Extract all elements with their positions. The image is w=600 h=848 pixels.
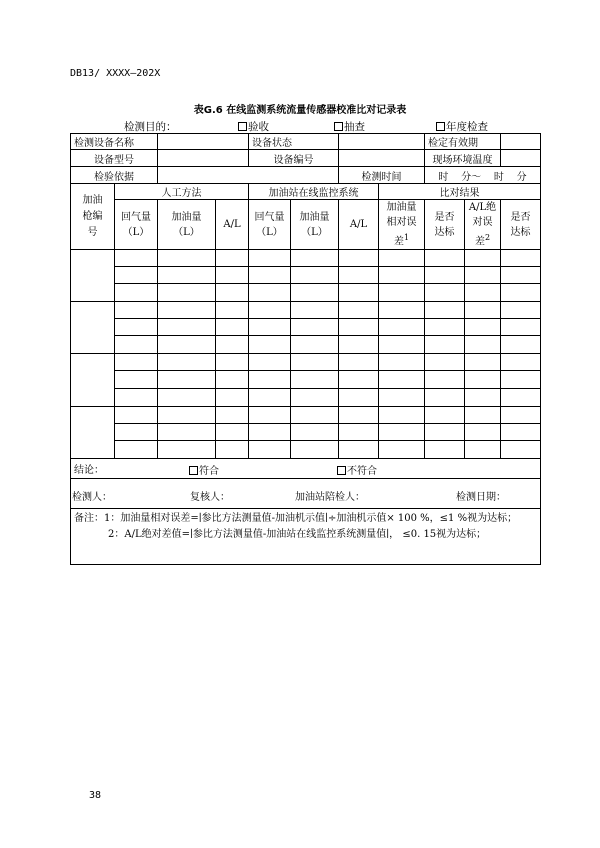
option-fail[interactable]: 不符合 [337,462,377,477]
option-pass[interactable]: 符合 [189,462,219,477]
table-row [71,319,541,336]
manual-method-header: 人工方法 [115,184,249,200]
gun-number-cell[interactable] [71,354,115,407]
gun-group-2 [71,302,541,354]
option-acceptance[interactable]: 验收 [238,119,269,134]
conclusion-row [71,459,541,479]
gun-group-1 [71,250,541,302]
device-status-value[interactable] [339,134,425,150]
gun-group-4 [71,407,541,459]
site-temp-label: 现场环境温度 [425,150,501,167]
table-row [71,424,541,441]
device-number-label: 设备编号 [249,150,339,167]
checkbox-icon[interactable] [334,122,343,131]
device-model-value[interactable] [158,150,249,167]
test-time-range[interactable]: 时 分～ 时 分 [425,167,541,184]
note-1: 备注：1：加油量相对误差=∣参比方法测量值-加油机示值∣÷加油机示值× 100 %，≤1 %视为达标； [74,513,518,525]
table-row [71,302,541,319]
table-row [71,354,541,371]
gun-group-3 [71,354,541,407]
fuel-relative-error-header: 加油量相对误差$^1$ [379,200,425,250]
fuel-pass-header: 是否达标 [425,200,465,250]
gun-number-cell[interactable] [71,407,115,459]
al-pass-header: 是否达标 [501,200,541,250]
site-temp-value[interactable] [501,150,541,167]
station-escort-label: 加油站陪检人： [295,492,365,504]
online-al-ratio-header: A/L [339,200,379,250]
calibration-record-table [70,133,541,565]
table-row [71,441,541,459]
table-row [71,267,541,284]
fuel-volume-header: 加油量（L） [158,200,216,250]
checkbox-icon[interactable] [436,122,445,131]
option-annual-check[interactable]: 年度检查 [436,119,488,134]
test-purpose-label: 检测目的： [124,121,177,133]
notes-cell [71,509,541,565]
table-row [71,336,541,354]
basis-label: 检验依据 [71,167,158,184]
online-system-header: 加油站在线监控系统 [249,184,379,200]
table-row [71,407,541,424]
device-model-label: 设备型号 [71,150,158,167]
table-row [71,389,541,407]
calib-valid-label: 检定有效期 [425,134,501,150]
checkbox-icon[interactable] [189,466,198,475]
inspector-label: 检测人： [72,492,112,504]
test-purpose-row [70,117,540,133]
reviewer-label: 复核人： [190,492,230,504]
online-vapor-volume-header: 回气量（L） [249,200,291,250]
table-title: 表G.6 在线监测系统流量传感器校准比对记录表 [193,105,407,116]
document-code: DB13/ XXXX—202X [70,68,161,79]
table-row [71,371,541,389]
al-ratio-header: A/L [216,200,249,250]
checkbox-icon[interactable] [337,466,346,475]
table-row [71,250,541,267]
device-name-label: 检测设备名称 [71,134,158,150]
test-date-label: 检测日期： [456,492,506,504]
gun-number-cell[interactable] [71,250,115,302]
online-fuel-volume-header: 加油量（L） [291,200,339,250]
page-number: 38 [89,790,102,801]
gun-number-cell[interactable] [71,302,115,354]
test-time-label: 检测时间 [339,167,425,184]
table-row [71,284,541,302]
signature-row [71,479,541,509]
calib-valid-value[interactable] [501,134,541,150]
al-absolute-error-header: A/L绝对误差$^2$ [465,200,501,250]
basis-value[interactable] [158,167,339,184]
device-number-value[interactable] [339,150,425,167]
device-status-label: 设备状态 [249,134,339,150]
checkbox-icon[interactable] [238,122,247,131]
conclusion-label: 结论： [74,465,104,477]
gun-number-header: 加油枪编号 [71,184,115,250]
option-spot-check[interactable]: 抽查 [334,119,365,134]
comparison-result-header: 比对结果 [379,184,541,200]
device-name-value[interactable] [158,134,249,150]
note-2: 2：A/L绝对差值=∣参比方法测量值-加油站在线监控系统测量值∣， ≤0. 15视为达标； [108,529,487,541]
vapor-volume-header: 回气量（L） [115,200,158,250]
